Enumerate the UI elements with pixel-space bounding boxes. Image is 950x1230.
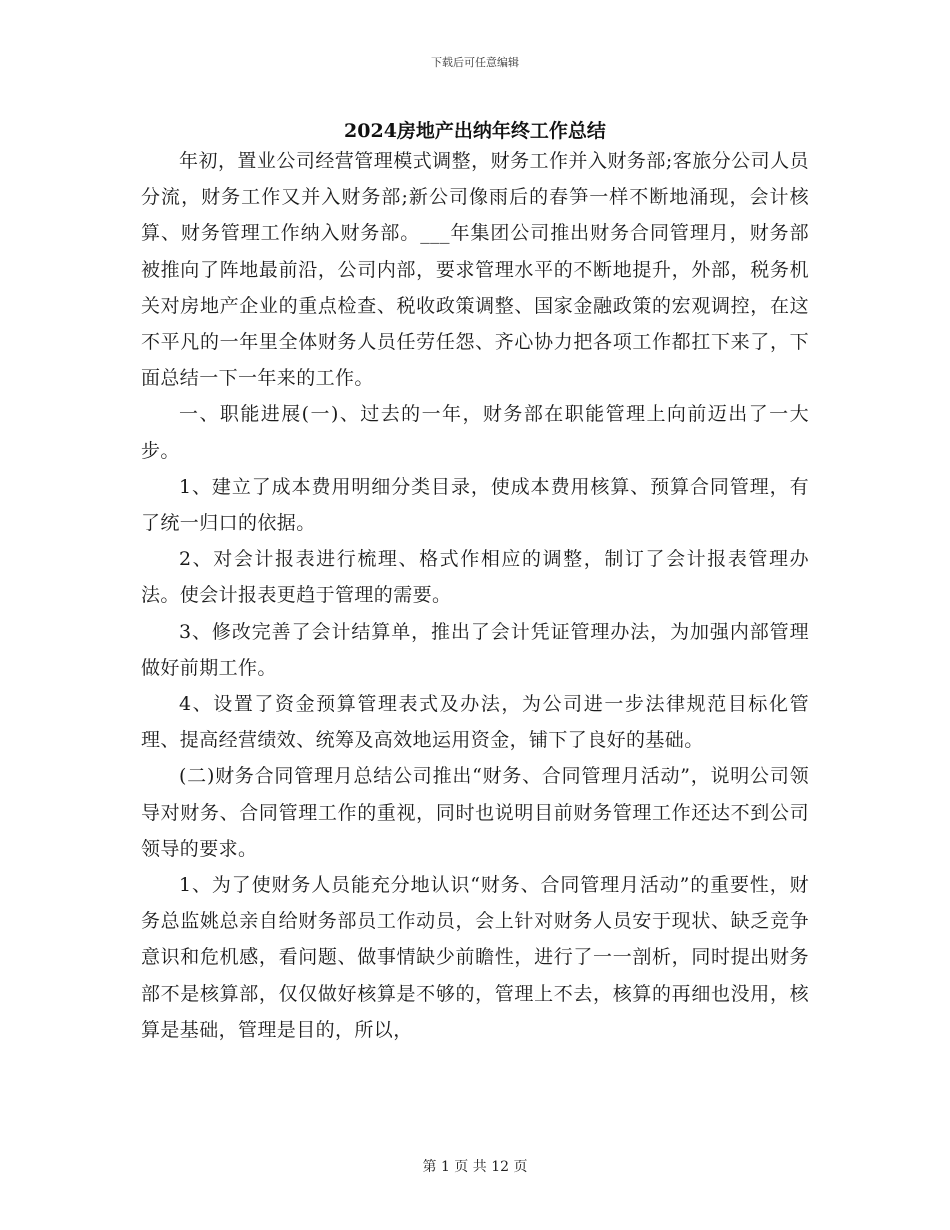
paragraph: 1、为了使财务人员能充分地认识“财务、合同管理月活动”的重要性，财务总监姚总亲自给财务部员工作动员，会上针对财务人员安于现状、缺乏竞争意识和危机感，看问题、做事情缺少前瞻性，进行了一一剖析，同时提出财务部不是核算部，仅仅做好核算是不够的，管理上不去，核算的再细也没用，核算是基础，管理是目的，所以， [141, 874, 809, 1041]
paragraph: (二)财务合同管理月总结公司推出“财务、合同管理月活动”，说明公司领导对财务、合同管理工作的重视，同时也说明目前财务管理工作还达不到公司领导的要求。 [141, 765, 809, 860]
document-title: 2024房地产出纳年终工作总结 [344, 120, 606, 142]
header-note: 下载后可任意编辑 [431, 56, 519, 69]
paragraph: 一、职能进展(一)、过去的一年，财务部在职能管理上向前迈出了一大步。 [141, 403, 809, 462]
paragraph: 2、对会计报表进行梳理、格式作相应的调整，制订了会计报表管理办法。使会计报表更趋于管理的需要。 [141, 548, 809, 607]
paragraph: 1、建立了成本费用明细分类目录，使成本费用核算、预算合同管理，有了统一归口的依据。 [141, 475, 809, 535]
paragraph: 3、修改完善了会计结算单，推出了会计凭证管理办法，为加强内部管理做好前期工作。 [141, 620, 809, 679]
document-body [141, 143, 809, 1048]
page-number-footer: 第 1 页 共 12 页 [422, 1159, 528, 1175]
paragraph: 年初，置业公司经营管理模式调整，财务工作并入财务部;客旅分公司人员分流，财务工作又并入财务部;新公司像雨后的春笋一样不断地涌现，会计核算、财务管理工作纳入财务部。___年集团公司推出财务合同管理月，财务部被推向了阵地最前沿，公司内部，要求管理水平的不断地提升，外部，税务机关对房地产企业的重点检查、税收政策调整、国家金融政策的宏观调控，在这不平凡的一年里全体财务人员任劳任怨、齐心协力把各项工作都扛下来了，下面总结一下一年来的工作。 [141, 150, 809, 390]
paragraph: 4、设置了资金预算管理表式及办法，为公司进一步法律规范目标化管理、提高经营绩效、统筹及高效地运用资金，铺下了良好的基础。 [141, 693, 809, 752]
